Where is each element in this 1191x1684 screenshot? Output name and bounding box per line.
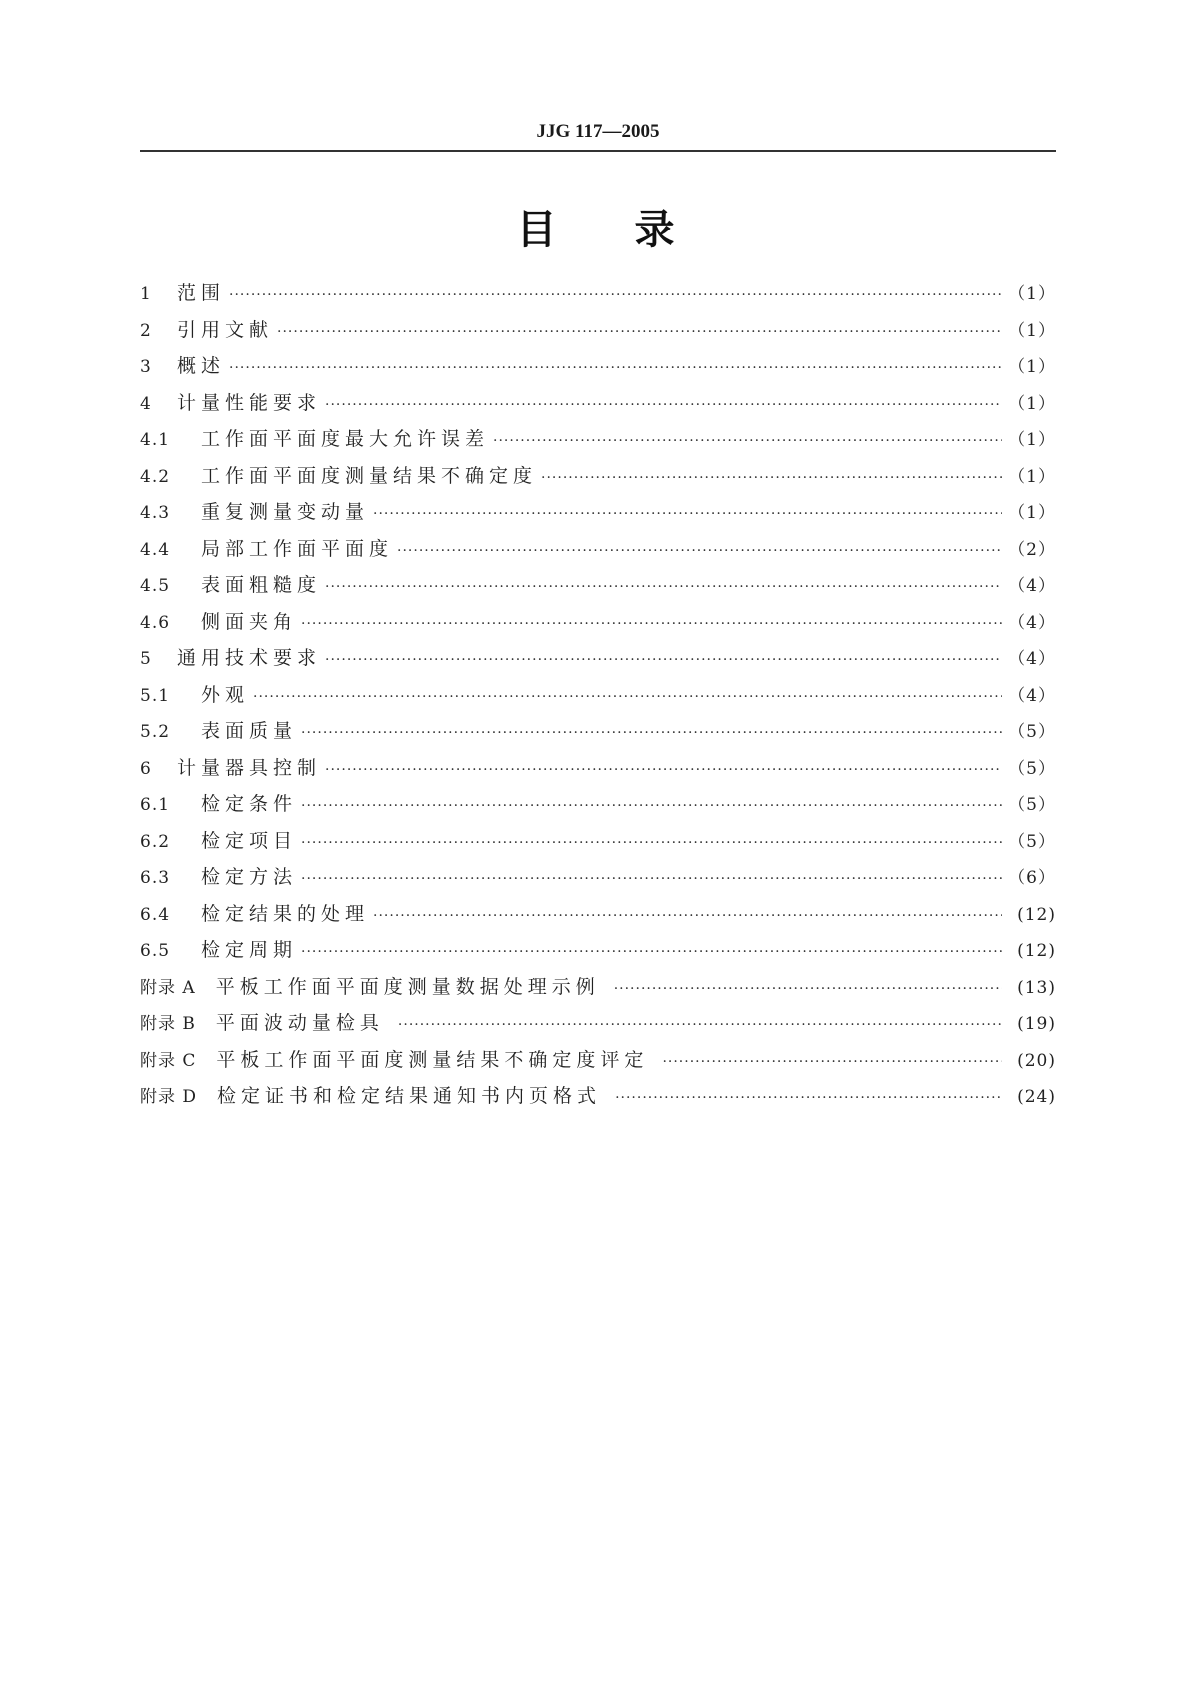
toc-entry-number: 4.4 (140, 539, 171, 560)
toc-entry[interactable] (140, 388, 1056, 425)
toc-entry-label: 表面粗糙度 (201, 574, 322, 596)
toc-leader-dots (301, 798, 1002, 814)
toc-entry-page: （5） (1008, 758, 1056, 779)
toc-entry-number: 1 (140, 284, 152, 304)
toc-entry-label: 检定结果的处理 (201, 902, 370, 925)
toc-leader-dots (541, 470, 1002, 486)
toc-entry[interactable] (140, 643, 1056, 680)
toc-entry-number: 4 (140, 393, 152, 414)
toc-leader-dots (229, 360, 1002, 376)
toc-entry[interactable] (140, 278, 1056, 315)
toc-entry-page: （1） (1008, 393, 1056, 414)
toc-entry-number: 附录 D (140, 1087, 198, 1107)
toc-leader-dots (397, 543, 1002, 559)
toc-entry-number: 4.2 (140, 466, 171, 487)
toc-entry[interactable] (140, 826, 1056, 863)
toc-entry[interactable] (140, 1045, 1056, 1082)
toc-entry-label: 计量性能要求 (177, 391, 322, 414)
toc-entry-page: （5） (1008, 795, 1056, 815)
toc-entry-page: （4） (1008, 576, 1056, 596)
toc-entry-page: （1） (1008, 320, 1056, 341)
toc-leader-dots (301, 616, 1002, 632)
toc-entry-page: （1） (1008, 357, 1056, 377)
toc-entry-label: 侧面夹角 (201, 610, 298, 633)
toc-entry-page: （4） (1008, 649, 1056, 669)
toc-entry-page: （1） (1008, 503, 1056, 523)
toc-entry-number: 6.4 (140, 904, 171, 925)
toc-entry-page: （2） (1008, 539, 1056, 560)
toc-entry-page: （4） (1008, 685, 1056, 706)
toc-entry[interactable] (140, 753, 1056, 790)
toc-leader-dots (662, 1054, 1002, 1070)
toc-entry-label: 通用技术要求 (177, 647, 322, 669)
toc-leader-dots (277, 324, 1002, 340)
toc-entry[interactable] (140, 935, 1056, 972)
toc-entry-number: 6 (140, 758, 152, 779)
toc-entry-label: 范围 (177, 282, 226, 304)
table-of-contents (140, 278, 1056, 1118)
toc-entry-label: 平板工作面平面度测量数据处理示例 (215, 975, 600, 998)
toc-leader-dots (229, 287, 1002, 303)
toc-entry-number: 6.2 (140, 831, 171, 852)
toc-leader-dots (325, 762, 1002, 778)
toc-entry-page: （1） (1008, 284, 1056, 304)
toc-entry-label: 检定方法 (201, 866, 298, 888)
toc-entry-page: (24) (1017, 1087, 1056, 1107)
toc-entry-number: 附录 A (140, 977, 196, 998)
toc-entry-number: 4.1 (140, 430, 171, 450)
toc-entry-label: 检定证书和检定结果通知书内页格式 (217, 1085, 602, 1107)
toc-entry-page: （5） (1008, 722, 1056, 742)
toc-leader-dots (325, 579, 1002, 595)
toc-leader-dots (325, 652, 1002, 668)
toc-entry-page: (19) (1017, 1014, 1056, 1034)
toc-entry-label: 重复测量变动量 (201, 501, 370, 523)
toc-entry[interactable] (140, 680, 1056, 717)
toc-entry-page: (12) (1017, 941, 1056, 961)
toc-leader-dots (301, 835, 1002, 851)
toc-entry-label: 外观 (201, 683, 250, 706)
toc-entry[interactable] (140, 461, 1056, 498)
toc-entry[interactable] (140, 351, 1056, 388)
toc-entry-label: 计量器具控制 (177, 756, 322, 779)
toc-entry-number: 5.2 (140, 722, 171, 742)
toc-entry-page: （4） (1008, 612, 1056, 633)
toc-leader-dots (301, 944, 1002, 960)
toc-entry-page: (13) (1017, 977, 1056, 998)
toc-entry[interactable] (140, 497, 1056, 534)
toc-entry[interactable] (140, 972, 1056, 1009)
toc-entry-label: 检定项目 (201, 829, 298, 852)
toc-entry-label: 局部工作面平面度 (201, 537, 394, 560)
toc-entry[interactable] (140, 716, 1056, 753)
toc-entry-number: 3 (140, 357, 152, 377)
toc-entry-number: 5 (140, 649, 152, 669)
toc-entry-label: 表面质量 (201, 720, 298, 742)
toc-leader-dots (493, 433, 1002, 449)
toc-entry-number: 附录 B (140, 1014, 196, 1034)
toc-entry-label: 检定条件 (201, 793, 298, 815)
toc-entry-label: 平板工作面平面度测量结果不确定度评定 (216, 1048, 649, 1071)
toc-entry[interactable] (140, 1008, 1056, 1045)
toc-leader-dots (615, 1090, 1002, 1106)
toc-leader-dots (301, 871, 1002, 887)
toc-entry-page: （5） (1008, 831, 1056, 852)
toc-entry[interactable] (140, 862, 1056, 899)
toc-leader-dots (253, 689, 1002, 705)
toc-entry-page: (12) (1017, 904, 1056, 925)
toc-entry-number: 4.5 (140, 576, 171, 596)
toc-entry-label: 概述 (177, 355, 226, 377)
toc-entry-label: 检定周期 (201, 939, 298, 961)
toc-entry-number: 6.3 (140, 868, 171, 888)
toc-entry-number: 附录 C (140, 1050, 197, 1071)
page-title: 目录 (516, 207, 753, 253)
toc-entry-number: 6.5 (140, 941, 171, 961)
toc-leader-dots (398, 1017, 1002, 1033)
toc-entry[interactable] (140, 899, 1056, 936)
toc-entry-page: (20) (1017, 1050, 1056, 1071)
toc-entry[interactable] (140, 607, 1056, 644)
toc-entry[interactable] (140, 534, 1056, 571)
toc-entry-label: 引用文献 (177, 318, 274, 341)
toc-entry-label: 工作面平面度最大允许误差 (201, 428, 490, 450)
toc-entry[interactable] (140, 570, 1056, 607)
toc-entry[interactable] (140, 315, 1056, 352)
toc-entry-page: （1） (1008, 466, 1056, 487)
toc-entry-label: 平面波动量检具 (215, 1012, 384, 1034)
header-rule (140, 150, 1056, 152)
toc-entry-page: （6） (1008, 868, 1056, 888)
toc-entry[interactable] (140, 1081, 1056, 1118)
page-header-code: JJG 117—2005 (536, 121, 660, 142)
toc-entry-number: 4.6 (140, 612, 171, 633)
toc-entry-number: 5.1 (140, 685, 171, 706)
toc-entry-label: 工作面平面度测量结果不确定度 (201, 464, 538, 487)
toc-entry-page: （1） (1008, 430, 1056, 450)
toc-entry-number: 2 (140, 320, 152, 341)
toc-leader-dots (614, 981, 1002, 997)
toc-entry[interactable] (140, 789, 1056, 826)
toc-entry-number: 6.1 (140, 795, 171, 815)
toc-leader-dots (301, 725, 1002, 741)
toc-entry[interactable] (140, 424, 1056, 461)
toc-leader-dots (373, 506, 1002, 522)
toc-entry-number: 4.3 (140, 503, 171, 523)
toc-leader-dots (373, 908, 1002, 924)
toc-leader-dots (325, 397, 1002, 413)
